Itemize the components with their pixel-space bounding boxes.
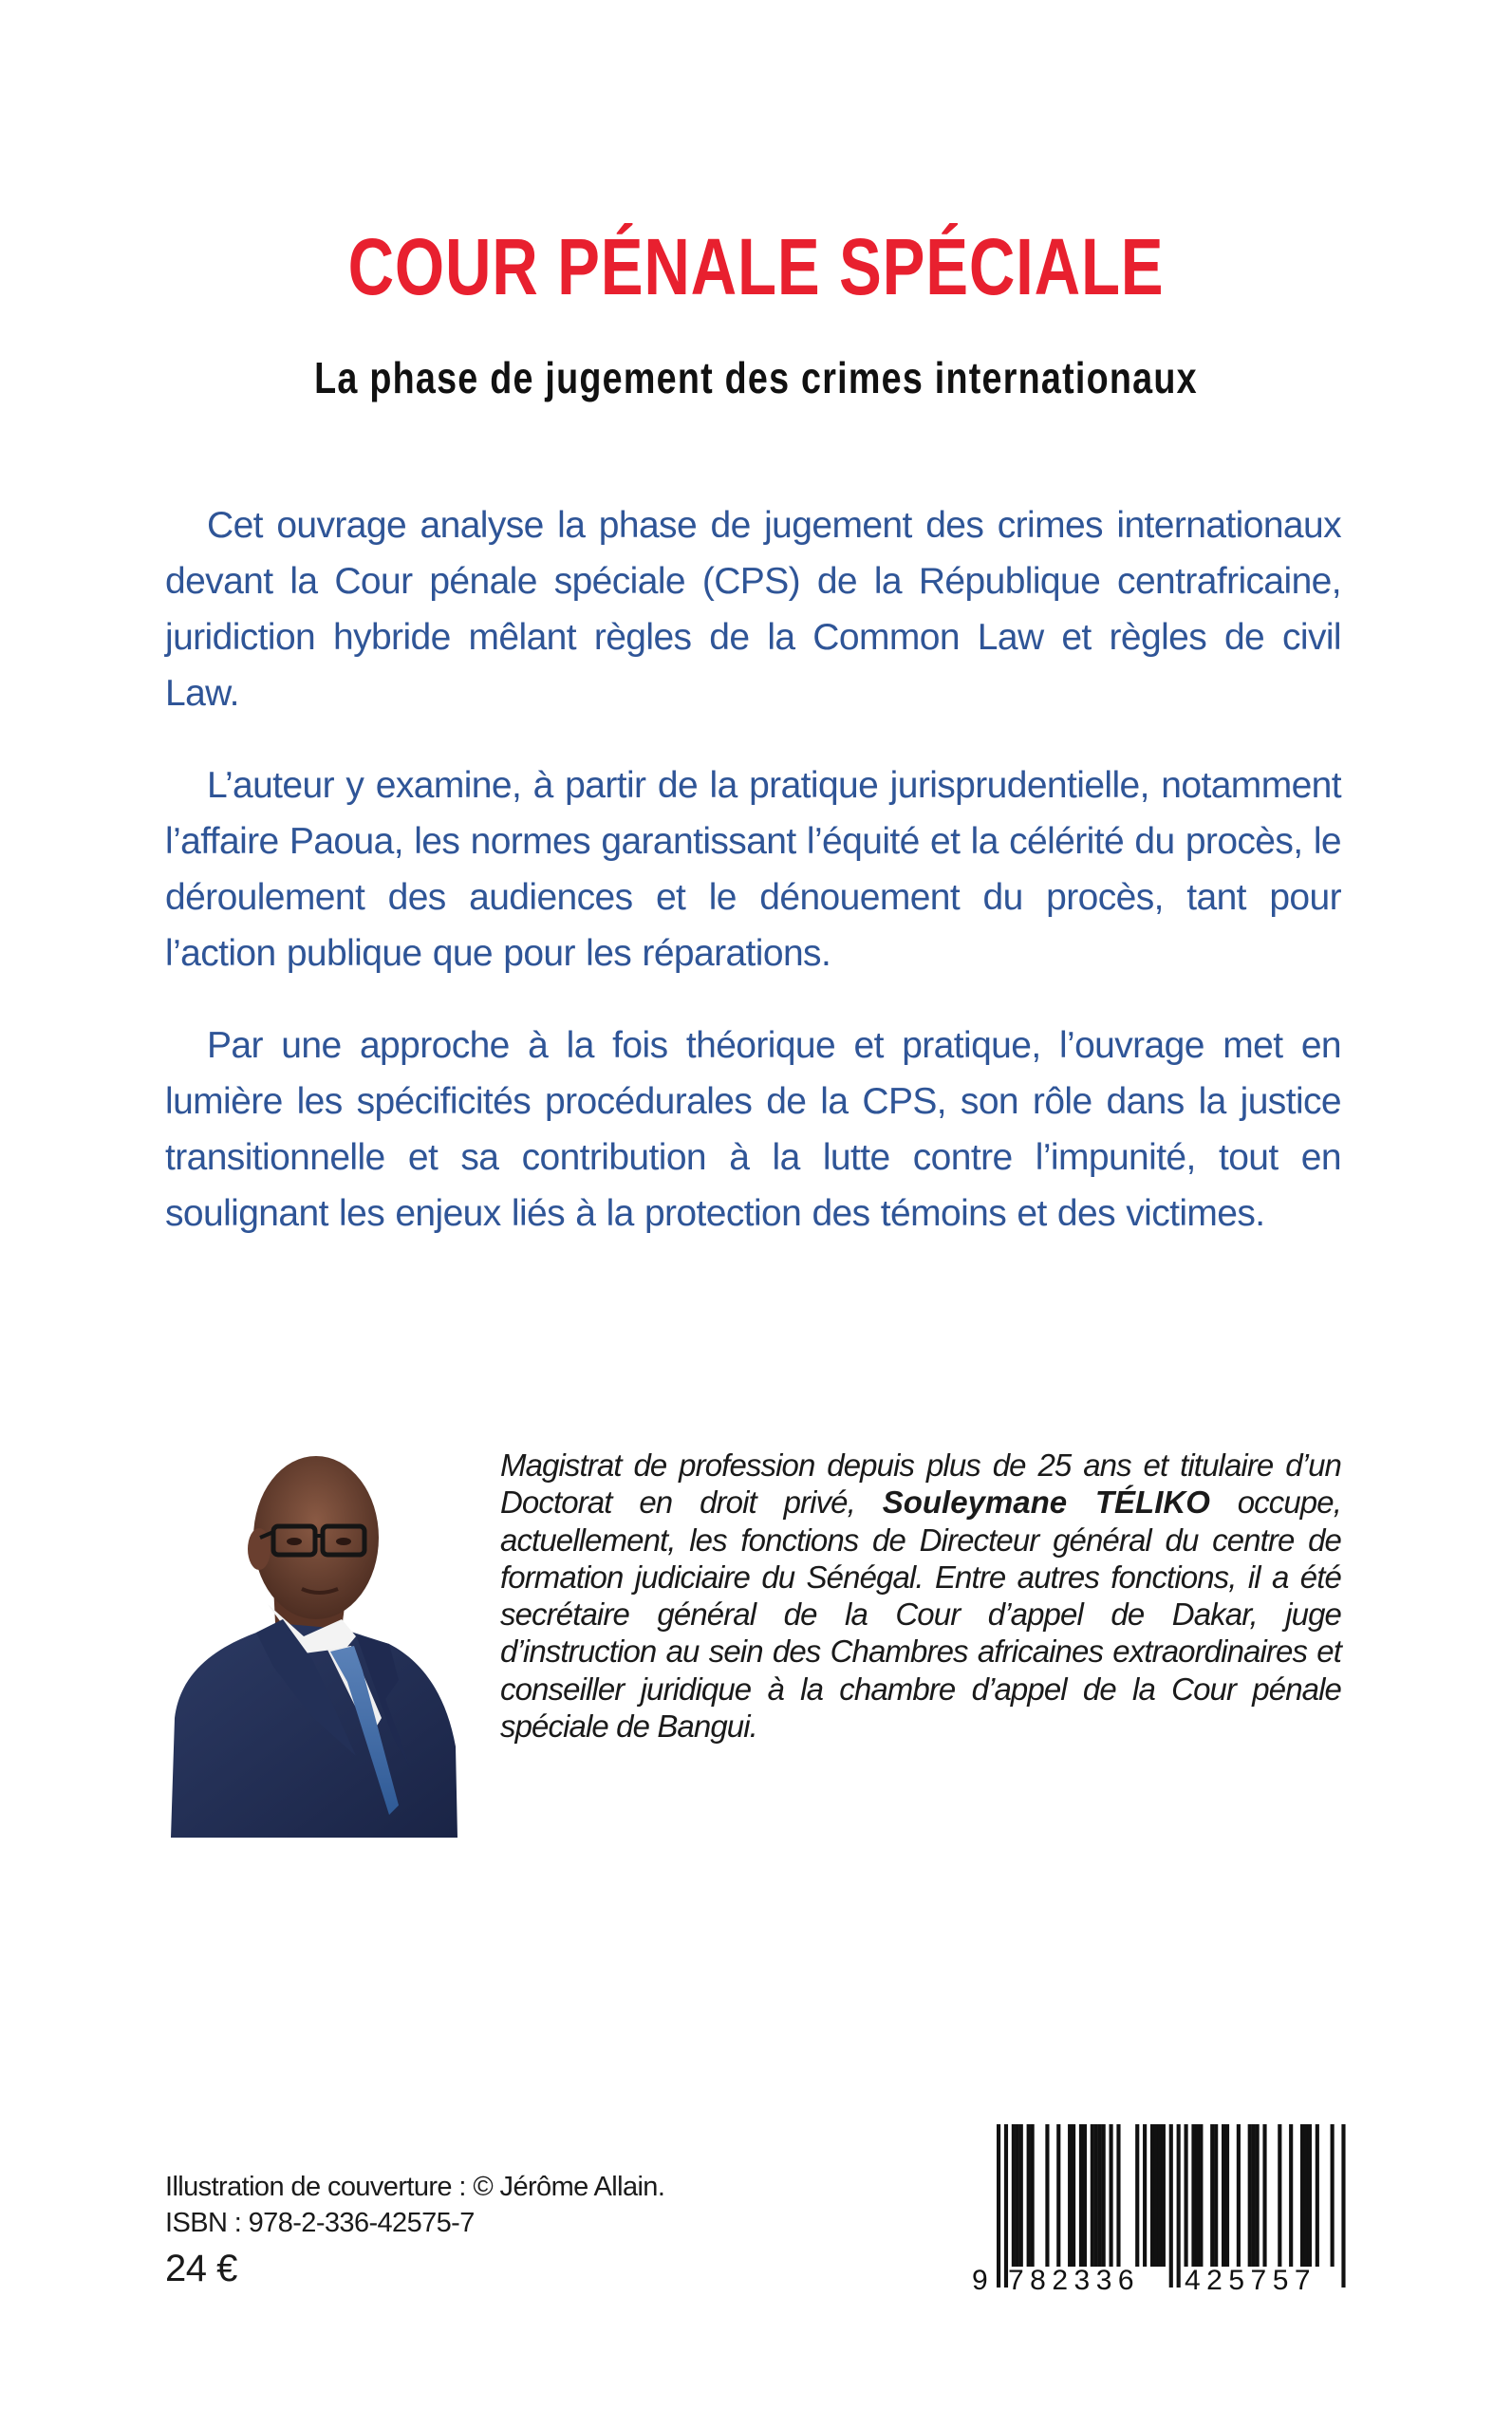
illustration-credit: Illustration de couverture : © Jérôme Allain. bbox=[165, 2172, 665, 2202]
description-paragraph: Par une approche à la fois théorique et pratique, l’ouvrage met en lumière les spécificités procédurales de la CPS, son rôle dans la justice transitionnelle et sa contribution à la lutte contre l’impunité, tout en soulignant les enjeux liés à la protection des témoins et des victimes. bbox=[165, 1025, 1341, 1234]
imprint-footer bbox=[165, 2169, 664, 2292]
barcode-icon bbox=[959, 2117, 1348, 2297]
isbn-barcode bbox=[959, 2117, 1348, 2297]
isbn-text: ISBN : 978-2-336-42575-7 bbox=[165, 2208, 475, 2238]
description-paragraph: Cet ouvrage analyse la phase de jugement des crimes internationaux devant la Cour pénale spéciale (CPS) de la République centrafricaine, juridiction hybride mêlant règles de la Common Law et règles de civil Law. bbox=[165, 505, 1341, 714]
author-name: Souleymane TÉLIKO bbox=[882, 1485, 1210, 1521]
author-bio-intro: Magistrat de profession depuis plus de 25 ans et titulaire d’un Doctorat en droit privé, bbox=[500, 1447, 1341, 1521]
author-bio bbox=[500, 1447, 1341, 1745]
barcode-left-digits: 782336 bbox=[1008, 2265, 1141, 2296]
price: 24 € bbox=[165, 2248, 237, 2289]
description-paragraph: L’auteur y examine, à partir de la pratique jurisprudentielle, notamment l’affaire Paoua, les normes garantissant l’équité et la célérité du procès, le déroulement des audiences et le dénouement du procès, tant pour l’action publique que pour les réparations. bbox=[165, 765, 1341, 974]
barcode-lead-digit: 9 bbox=[972, 2265, 988, 2296]
book-title: COUR PÉNALE SPÉCIALE bbox=[347, 222, 1165, 311]
book-description bbox=[165, 497, 1341, 1278]
author-portrait-icon bbox=[161, 1433, 457, 1838]
author-bio-details: occupe, actuellement, les fonctions de Directeur général du centre de formation judiciaire du Sénégal. Entre autres fonctions, il a été secrétaire général de la Cour d’appel de Dakar, juge d’instruction au sein des Chambres africaines extraordinaires et conseiller juridique à la chambre d’appel de la Cour pénale spéciale de Bangui. bbox=[500, 1485, 1341, 1745]
book-subtitle: La phase de jugement des crimes internationaux bbox=[314, 353, 1198, 402]
barcode-right-digits: 425757 bbox=[1185, 2265, 1317, 2296]
author-photo bbox=[161, 1433, 457, 1838]
